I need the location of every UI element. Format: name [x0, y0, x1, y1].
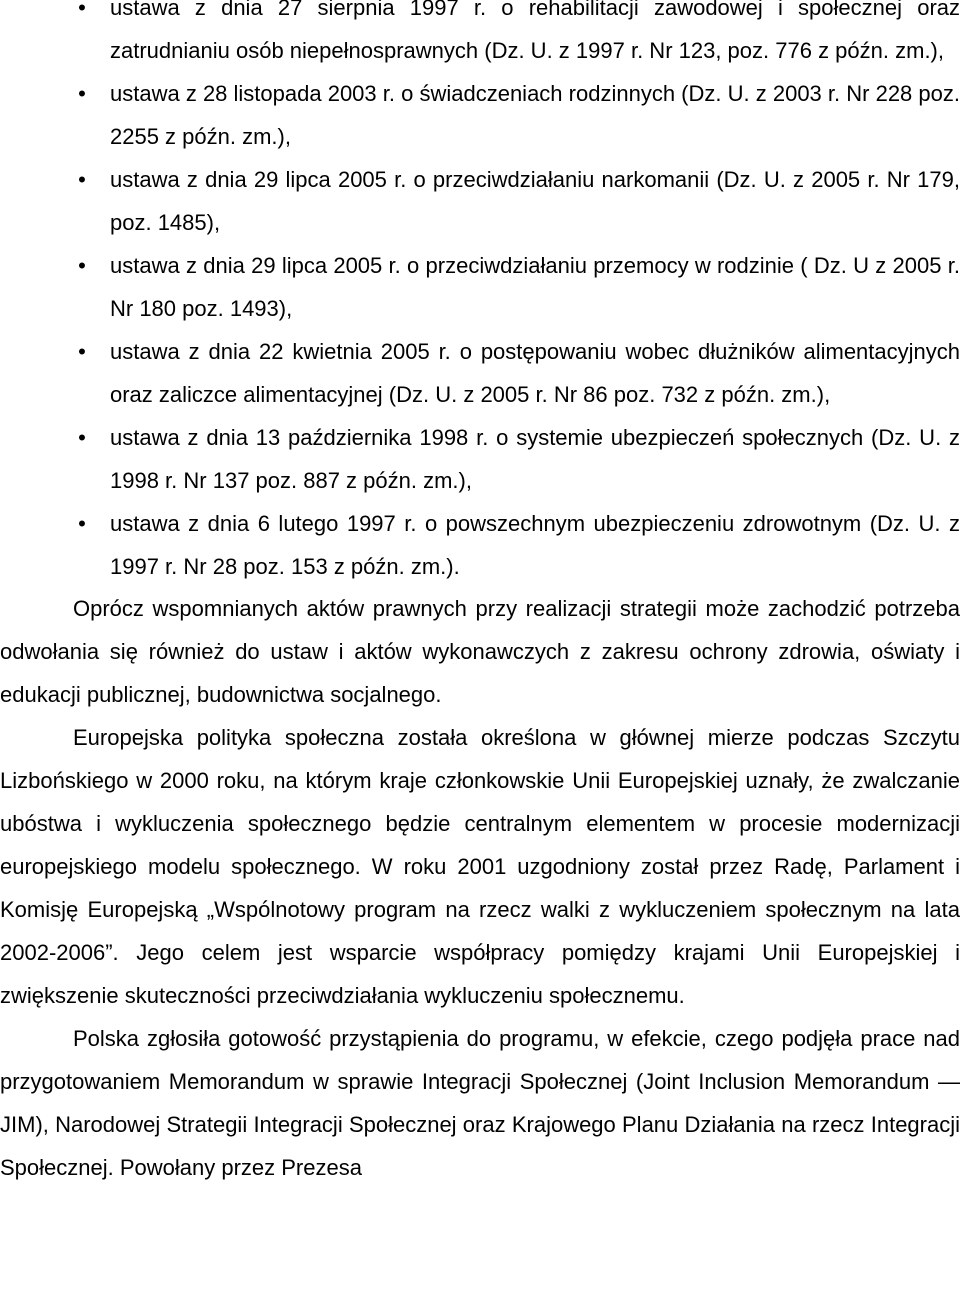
list-item-text: ustawa z dnia 27 sierpnia 1997 r. o rehabilitacji zawodowej i społecznej oraz zatrudnianiu osób niepełnosprawnych (Dz. U. z 1997 r. Nr 123, poz. 776 z późn. zm.), [110, 0, 960, 63]
body-paragraph: Oprócz wspomnianych aktów prawnych przy realizacji strategii może zachodzić potrzeba odwołania się również do ustaw i aktów wykonawczych z zakresu ochrony zdrowia, oświaty i edukacji publicznej, budownictwa socjalnego. [0, 596, 960, 707]
list-item [0, 330, 960, 416]
list-item-text: ustawa z dnia 6 lutego 1997 r. o powszechnym ubezpieczeniu zdrowotnym (Dz. U. z 1997 r. Nr 28 poz. 153 z późn. zm.). [110, 511, 960, 579]
bullet-icon: • [78, 425, 86, 450]
body-paragraph: Polska zgłosiła gotowość przystąpienia do programu, w efekcie, czego podjęła prace nad przygotowaniem Memorandum w sprawie Integracji Społecznej (Joint Inclusion Memorandum — JIM), Narodowej Strategii Integracji Społecznej oraz Krajowego Planu Działania na rzecz Integracji Społecznej. Powołany przez Prezesa [0, 1026, 960, 1180]
bullet-icon: • [78, 0, 86, 20]
body-paragraph: Europejska polityka społeczna została określona w głównej mierze podczas Szczytu Lizbońskiego w 2000 roku, na którym kraje członkowskie Unii Europejskiej uznały, że zwalczanie ubóstwa i wykluczenia społecznego będzie centralnym elementem w procesie modernizacji europejskiego modelu społecznego. W roku 2001 uzgodniony został przez Radę, Parlament i Komisję Europejską „Wspólnotowy program na rzecz walki z wykluczeniem społecznym na lata 2002-2006”. Jego celem jest wsparcie współpracy pomiędzy krajami Unii Europejskiej i zwiększenie skuteczności przeciwdziałania wykluczeniu społecznemu. [0, 725, 960, 1008]
bullet-icon: • [78, 167, 86, 192]
list-item-text: ustawa z 28 listopada 2003 r. o świadczeniach rodzinnych (Dz. U. z 2003 r. Nr 228 poz. 2255 z późn. zm.), [110, 81, 960, 149]
list-item-text: ustawa z dnia 22 kwietnia 2005 r. o postępowaniu wobec dłużników alimentacyjnych oraz zaliczce alimentacyjnej (Dz. U. z 2005 r. Nr 86 poz. 732 z późn. zm.), [110, 339, 960, 407]
list-item [0, 0, 960, 72]
bullet-icon: • [78, 253, 86, 278]
list-item-text: ustawa z dnia 13 października 1998 r. o systemie ubezpieczeń społecznych (Dz. U. z 1998 r. Nr 137 poz. 887 z późn. zm.), [110, 425, 960, 493]
bullet-icon: • [78, 339, 86, 364]
legal-acts-list [0, 0, 960, 588]
list-item [0, 416, 960, 502]
list-item [0, 502, 960, 588]
list-item-text: ustawa z dnia 29 lipca 2005 r. o przeciwdziałaniu narkomanii (Dz. U. z 2005 r. Nr 179, poz. 1485), [110, 167, 960, 235]
list-item-text: ustawa z dnia 29 lipca 2005 r. o przeciwdziałaniu przemocy w rodzinie ( Dz. U z 2005 r. Nr 180 poz. 1493), [110, 253, 960, 321]
bullet-icon: • [78, 81, 86, 106]
list-item [0, 158, 960, 244]
list-item [0, 72, 960, 158]
list-item [0, 244, 960, 330]
bullet-icon: • [78, 511, 86, 536]
